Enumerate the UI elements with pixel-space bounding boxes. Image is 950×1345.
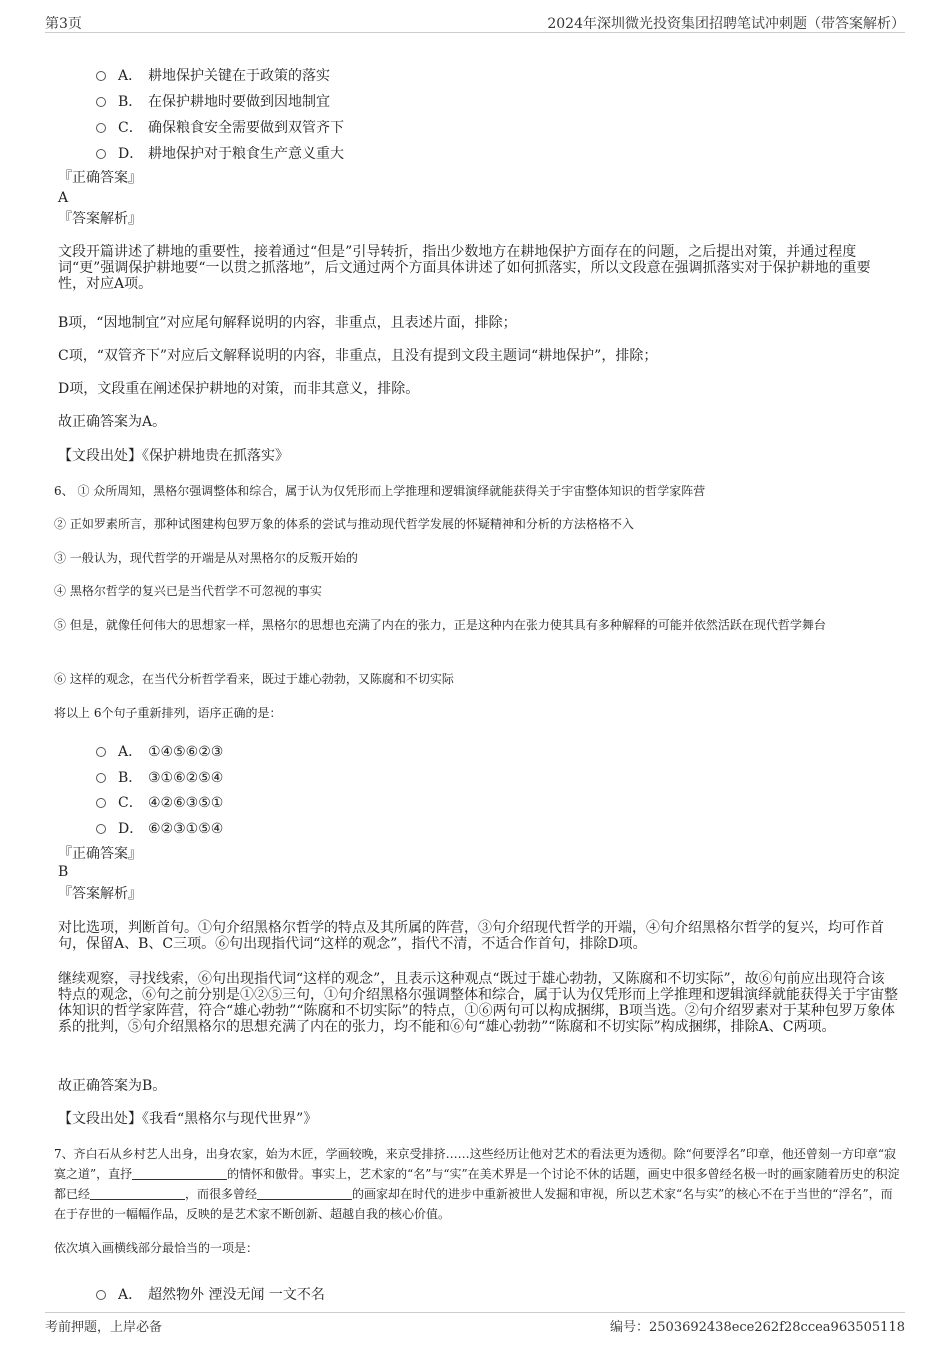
- q6-option-c[interactable]: C． ④②⑥③⑤①: [96, 792, 223, 812]
- q7-option-a[interactable]: A． 超然物外 湮没无闻 一文不名: [96, 1284, 325, 1304]
- q5-analysis-paragraph: 文段开篇讲述了耕地的重要性，接着通过“但是”引导转折，指出少数地方在耕地保护方面存在的问题，之后提出对策，并通过程度词“更”强调保护耕地要“一以贯之抓落地”，后文通过两个方面具体讲述了如何抓落实，所以文段意在强调抓落实对于保护耕地的重要性，对应A项。: [58, 244, 871, 292]
- blank-2: [90, 1187, 185, 1200]
- q6-analysis-paragraph: 对比选项，判断首句。①句介绍黑格尔哲学的特点及其所属的阵营，③句介绍现代哲学的开端，④句介绍黑格尔哲学的复兴，均可作首句，保留A、B、C三项。⑥句出现指代词“这样的观念”，指代不清，不适合作首句，排除D项。: [58, 920, 884, 952]
- q6-option-d[interactable]: D． ⑥②③①⑤④: [96, 818, 223, 838]
- footer-slogan: 考前押题，上岸必备: [45, 1320, 163, 1335]
- q6-source: 【文段出处】《我看“黑格尔与现代世界”》: [58, 1111, 318, 1127]
- q5-source: 【文段出处】《保护耕地贵在抓落实》: [58, 448, 289, 464]
- radio-icon[interactable]: [96, 97, 106, 107]
- q5-option-a[interactable]: A． 耕地保护关键在于政策的落实: [96, 65, 330, 85]
- radio-icon[interactable]: [96, 798, 106, 808]
- blank-3: [257, 1187, 352, 1200]
- q5-option-b[interactable]: B． 在保护耕地时要做到因地制宜: [96, 91, 330, 111]
- q6-answer: B: [58, 864, 69, 880]
- q7-prompt: 依次填入画横线部分最恰当的一项是：: [54, 1241, 259, 1255]
- radio-icon[interactable]: [96, 747, 106, 757]
- radio-icon[interactable]: [96, 1290, 106, 1300]
- radio-icon[interactable]: [96, 149, 106, 159]
- q6-sentence: ⑥ 这样的观念，在当代分析哲学看来，既过于雄心勃勃，又陈腐和不切实际: [54, 672, 454, 686]
- q7-question: 7、齐白石从乡村艺人出身，出身农家，始为木匠，学画较晚，来京受排挤……这些经历让他对艺术的看法更为透彻。除“何要浮名”印章，他还曾刻一方印章“寂寞之道”，直抒 的情怀和傲骨。事实上，艺术家的“名”与“实”在美术界是一个讨论不休的话题，画史中很多曾经名极一时的画家随着历史的积淀都已经 ，而很多曾经 的画家却在时代的进步中重新被世人发掘和审视，所以艺术家“名与实”的核心不在于当世的“浮名”，而在于存世的一幅幅作品，反映的是艺术家不断创新、超越自我的核心价值。: [54, 1147, 900, 1221]
- q6-sentence: ③ 一般认为，现代哲学的开端是从对黑格尔的反叛开始的: [54, 551, 358, 565]
- q5-answer: A: [58, 190, 69, 206]
- q6-analysis-label: 『答案解析』: [58, 886, 142, 902]
- q6-option-a[interactable]: A． ①④⑤⑥②③: [96, 741, 223, 761]
- q5-answer-label: 『正确答案』: [58, 170, 142, 186]
- q6-analysis-paragraph: 故正确答案为B。: [58, 1078, 167, 1094]
- q6-sentence: 6、 ① 众所周知，黑格尔强调整体和综合，属于认为仅凭形而上学推理和逻辑演绎就能获得关于宇宙整体知识的哲学家阵营: [54, 484, 706, 498]
- page-number: 第3页: [45, 16, 82, 32]
- document-title: 2024年深圳微光投资集团招聘笔试冲刺题（带答案解析）: [547, 16, 905, 32]
- q5-option-c[interactable]: C． 确保粮食安全需要做到双管齐下: [96, 117, 344, 137]
- document-id: 编号：2503692438ece262f28ccea963505118: [610, 1320, 905, 1335]
- q5-analysis-paragraph: B项，“因地制宜”对应尾句解释说明的内容，非重点，且表述片面，排除；: [58, 315, 517, 331]
- blank-1: [132, 1167, 227, 1180]
- radio-icon[interactable]: [96, 773, 106, 783]
- page-footer: [45, 1312, 905, 1337]
- radio-icon[interactable]: [96, 71, 106, 81]
- q5-analysis-label: 『答案解析』: [58, 211, 142, 227]
- q5-option-d[interactable]: D． 耕地保护对于粮食生产意义重大: [96, 143, 344, 163]
- q6-answer-label: 『正确答案』: [58, 846, 142, 862]
- q5-analysis-paragraph: C项，“双管齐下”对应后文解释说明的内容，非重点，且没有提到文段主题词“耕地保护”，排除；: [58, 348, 658, 364]
- q6-prompt: 将以上 6个句子重新排列，语序正确的是：: [54, 706, 282, 720]
- radio-icon[interactable]: [96, 123, 106, 133]
- q6-sentence: ④ 黑格尔哲学的复兴已是当代哲学不可忽视的事实: [54, 584, 322, 598]
- q6-sentence: ⑤ 但是，就像任何伟大的思想家一样，黑格尔的思想也充满了内在的张力，正是这种内在张力使其具有多种解释的可能并依然活跃在现代哲学舞台: [54, 618, 826, 632]
- q5-analysis-paragraph: D项，文段重在阐述保护耕地的对策，而非其意义，排除。: [58, 381, 420, 397]
- q6-analysis-paragraph: 继续观察，寻找线索，⑥句出现指代词“这样的观念”，且表示这种观点“既过于雄心勃勃，又陈腐和不切实际”，故⑥句前应出现符合该特点的观念，⑥句之前分别是①②⑤三句，①句介绍黑格尔强调整体和综合，属于认为仅凭形而上学推理和逻辑演绎就能获得关于宇宙整体知识的哲学家阵营，符合“雄心勃勃”“陈腐和不切实际”的特点，①⑥两句可以构成捆绑，B项当选。②句介绍罗素对于某种包罗万象体系的批判，⑤句介绍黑格尔的思想充满了内在的张力，均不能和⑥句“雄心勃勃”“陈腐和不切实际”构成捆绑，排除A、C两项。: [58, 971, 898, 1035]
- radio-icon[interactable]: [96, 824, 106, 834]
- page-header: [45, 10, 905, 33]
- q5-analysis-paragraph: 故正确答案为A。: [58, 414, 167, 430]
- q6-sentence: ② 正如罗素所言，那种试图建构包罗万象的体系的尝试与推动现代哲学发展的怀疑精神和分析的方法格格不入: [54, 517, 634, 531]
- q6-option-b[interactable]: B． ③①⑥②⑤④: [96, 767, 223, 787]
